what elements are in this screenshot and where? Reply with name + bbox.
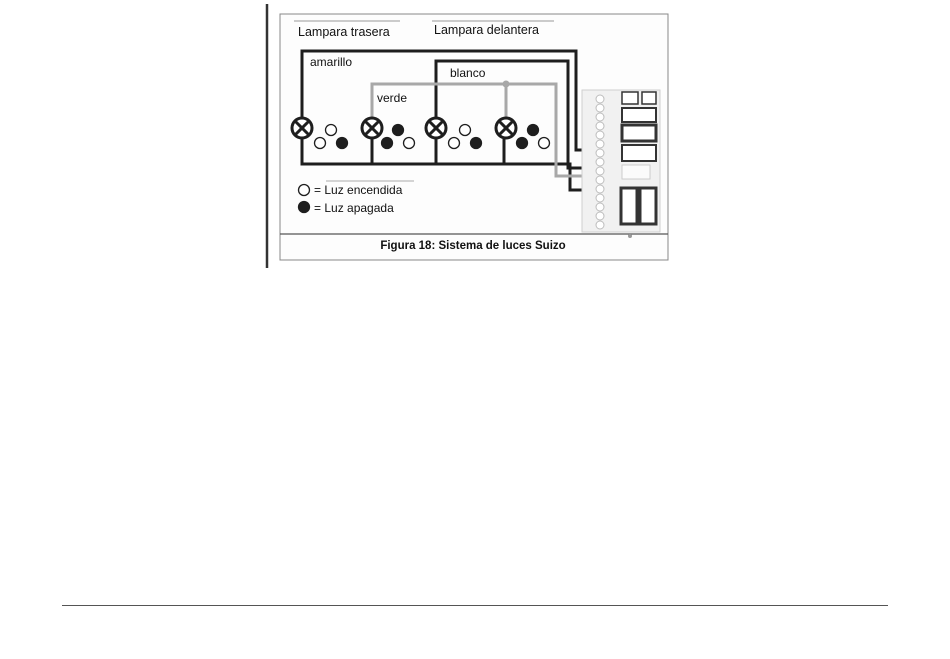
lamp-icon [426,118,446,138]
label-amarillo: amarillo [310,55,353,69]
light-off-icon [517,138,528,149]
light-off-icon [528,125,539,136]
label-verde: verde [377,91,408,105]
light-on-icon [404,138,415,149]
connector-pins [596,95,604,229]
decoder-board [582,90,660,238]
light-on-icon [449,138,460,149]
light-on-icon [539,138,550,149]
lamp-icon [496,118,516,138]
light-on-icon [315,138,326,149]
legend-light-off: = Luz apagada [314,201,394,215]
light-on-icon [326,125,337,136]
heading-front-lamp: Lampara delantera [434,23,539,37]
legend-light-on: = Luz encendida [314,183,403,197]
light-on-icon [460,125,471,136]
page-footer-rule [62,605,888,606]
light-off-icon [393,125,404,136]
wire-junction [503,81,510,88]
light-off-icon [382,138,393,149]
figure-caption: Figura 18: Sistema de luces Suizo [380,240,566,252]
lighting-diagram-figure [264,4,670,268]
lamp-icon [362,118,382,138]
legend-off-icon [299,202,310,213]
legend-on-icon [299,185,310,196]
light-off-icon [471,138,482,149]
lamp-icon [292,118,312,138]
light-off-icon [337,138,348,149]
label-blanco: blanco [450,66,486,80]
wiring-diagram [264,4,670,268]
heading-rear-lamp: Lampara trasera [298,25,390,39]
